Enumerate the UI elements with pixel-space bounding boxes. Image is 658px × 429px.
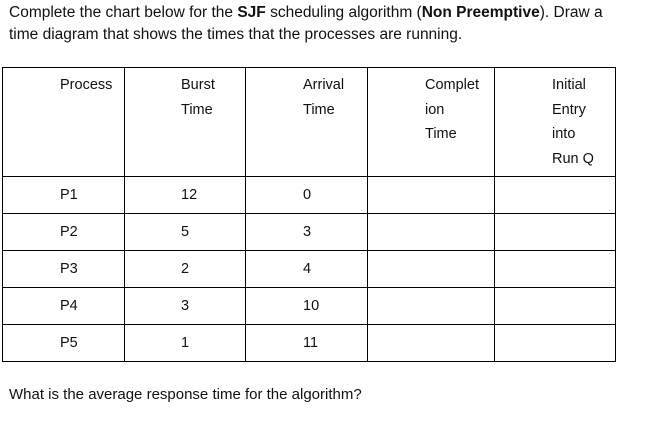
cell-completion-time[interactable] [368, 325, 495, 362]
cell-completion-time[interactable] [368, 177, 495, 214]
table-row [3, 177, 616, 214]
instructions-line2: time diagram that shows the times that the processes are running. [9, 26, 463, 43]
cell-completion-time[interactable] [368, 288, 495, 325]
cell-arrival-time: 4 [246, 251, 368, 288]
table-row [3, 325, 616, 362]
cell-process: P5 [3, 325, 125, 362]
instructions-suffix: ). Draw a [539, 4, 603, 21]
cell-process: P3 [3, 251, 125, 288]
cell-process: P2 [3, 214, 125, 251]
cell-initial-entry[interactable] [495, 177, 616, 214]
header-burst-time: Burst Time [125, 68, 246, 177]
header-arrival-time: Arrival Time [246, 68, 368, 177]
cell-process: P4 [3, 288, 125, 325]
cell-burst-time: 5 [125, 214, 246, 251]
instructions-text [9, 2, 649, 46]
table-row [3, 288, 616, 325]
table-header-row [3, 68, 616, 177]
cell-burst-time: 12 [125, 177, 246, 214]
scheduling-table [2, 67, 616, 362]
cell-burst-time: 3 [125, 288, 246, 325]
cell-arrival-time: 10 [246, 288, 368, 325]
header-process: Process [3, 68, 125, 177]
cell-initial-entry[interactable] [495, 251, 616, 288]
table-row [3, 214, 616, 251]
cell-initial-entry[interactable] [495, 288, 616, 325]
cell-completion-time[interactable] [368, 251, 495, 288]
question-text: What is the average response time for the algorithm? [9, 386, 362, 403]
header-initial-entry: Initial Entry into Run Q [495, 68, 616, 177]
cell-burst-time: 1 [125, 325, 246, 362]
cell-initial-entry[interactable] [495, 214, 616, 251]
instructions-prefix: Complete the chart below for the [9, 4, 238, 21]
cell-arrival-time: 11 [246, 325, 368, 362]
table-row [3, 251, 616, 288]
cell-completion-time[interactable] [368, 214, 495, 251]
cell-burst-time: 2 [125, 251, 246, 288]
algorithm-name: SJF [237, 4, 266, 21]
cell-process: P1 [3, 177, 125, 214]
cell-initial-entry[interactable] [495, 325, 616, 362]
header-completion-time: Complet ion Time [368, 68, 495, 177]
cell-arrival-time: 0 [246, 177, 368, 214]
cell-arrival-time: 3 [246, 214, 368, 251]
instructions-middle: scheduling algorithm ( [265, 4, 422, 21]
algorithm-mode: Non Preemptive [421, 4, 540, 21]
